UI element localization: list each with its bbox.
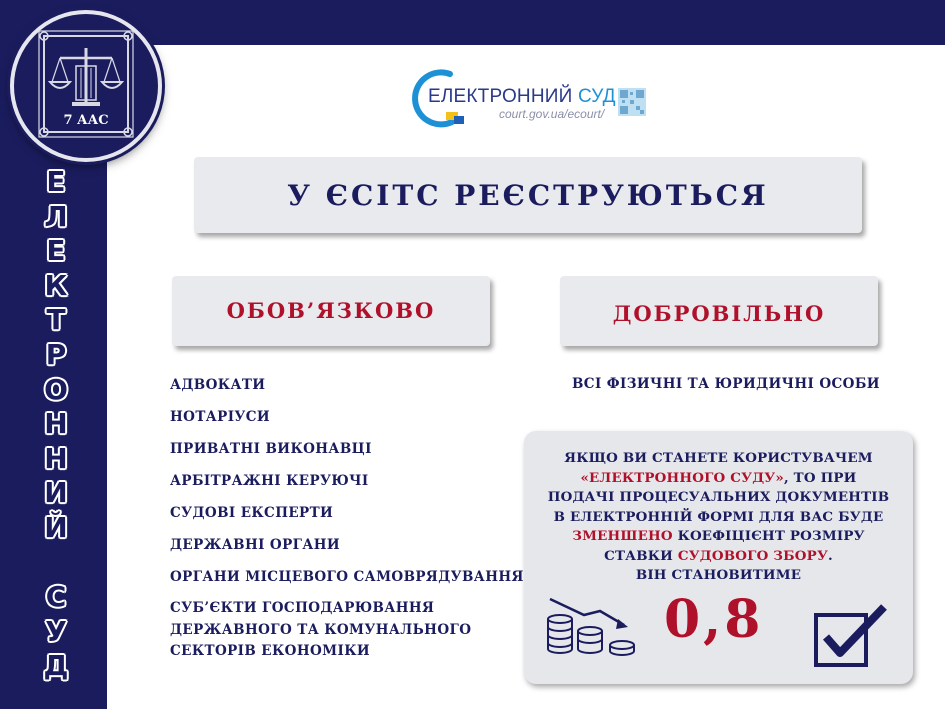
mandatory-label: ОБОВ’ЯЗКОВО <box>226 298 436 323</box>
list-item: СУДОВІ ЕКСПЕРТИ <box>170 505 334 521</box>
side-title-letter: И <box>44 476 68 510</box>
info-highlight: «ЕЛЕКТРОННОГО СУДУ» <box>580 469 784 486</box>
side-title <box>36 165 76 684</box>
logo-name <box>428 86 616 108</box>
info-box <box>524 431 913 684</box>
side-title-letter: О <box>44 372 68 406</box>
side-title-letter: Р <box>45 337 67 371</box>
voluntary-banner <box>560 276 878 346</box>
side-title-letter: Д <box>43 649 69 683</box>
side-title-letter: Л <box>44 199 68 233</box>
side-title-letter: Н <box>44 407 68 441</box>
qr-code-icon <box>618 88 646 116</box>
side-title-letter: Й <box>44 510 68 544</box>
info-line: ПОДАЧІ ПРОЦЕСУАЛЬНИХ ДОКУМЕНТІВ <box>547 489 890 505</box>
side-title-letter: С <box>45 580 67 614</box>
side-title-letter: К <box>44 268 68 302</box>
side-title-letter: У <box>45 614 67 648</box>
side-title-letter: Н <box>44 441 68 475</box>
info-text <box>524 449 913 586</box>
checkbox-icon <box>812 601 892 669</box>
page-title: У ЄСІТС РЕЄСТРУЮТЬСЯ <box>287 179 769 212</box>
seal-label: 7 ААС <box>63 113 109 128</box>
list-item: НОТАРІУСИ <box>170 409 271 425</box>
info-highlight: СУДОВОГО ЗБОРУ <box>677 547 829 564</box>
info-highlight: ЗМЕНШЕНО <box>572 528 673 544</box>
logo-name-main: ЕЛЕКТРОННИЙ <box>428 86 573 107</box>
logo-name-accent: СУД <box>577 86 616 107</box>
info-line: СТАВКИ <box>604 547 678 564</box>
side-title-letter <box>36 546 76 581</box>
info-line: В ЕЛЕКТРОННІЙ ФОРМІ ДЛЯ ВАС БУДЕ <box>553 508 884 525</box>
voluntary-label: ДОБРОВІЛЬНО <box>612 301 826 326</box>
mandatory-list <box>170 376 524 663</box>
list-item: АДВОКАТИ <box>170 377 266 393</box>
heading-banner <box>194 157 862 233</box>
scales-icon <box>14 14 158 158</box>
court-seal <box>10 10 162 162</box>
mandatory-banner <box>172 276 490 346</box>
list-item: АРБІТРАЖНІ КЕРУЮЧІ <box>170 473 369 489</box>
info-line: ЯКЩО ВИ СТАНЕТЕ КОРИСТУВАЧЕМ <box>564 450 873 466</box>
side-title-letter: Е <box>46 234 66 268</box>
list-item: СУБ’ЄКТИ ГОСПОДАРЮВАННЯ ДЕРЖАВНОГО ТА КОМУНАЛЬНОГО СЕКТОРІВ ЕКОНОМІКИ <box>170 600 472 659</box>
coefficient-value: 0,8 <box>664 589 764 650</box>
side-title-letter: Е <box>46 165 66 198</box>
info-line: ВІН СТАНОВИТИМЕ <box>635 567 802 583</box>
info-line: . <box>828 547 833 564</box>
side-title-letter: Т <box>46 303 66 337</box>
list-item: ПРИВАТНІ ВИКОНАВЦІ <box>170 441 372 457</box>
voluntary-item: ВСІ ФІЗИЧНІ ТА ЮРИДИЧНІ ОСОБИ <box>572 376 880 392</box>
list-item: ДЕРЖАВНІ ОРГАНИ <box>170 537 341 553</box>
list-item: ОРГАНИ МІСЦЕВОГО САМОВРЯДУВАННЯ <box>170 569 524 585</box>
info-line: , ТО ПРИ <box>783 469 857 486</box>
info-line: КОЕФІЦІЄНТ РОЗМІРУ <box>672 528 865 544</box>
coins-chart-icon <box>544 593 642 663</box>
logo-url: court.gov.ua/ecourt/ <box>499 107 605 121</box>
